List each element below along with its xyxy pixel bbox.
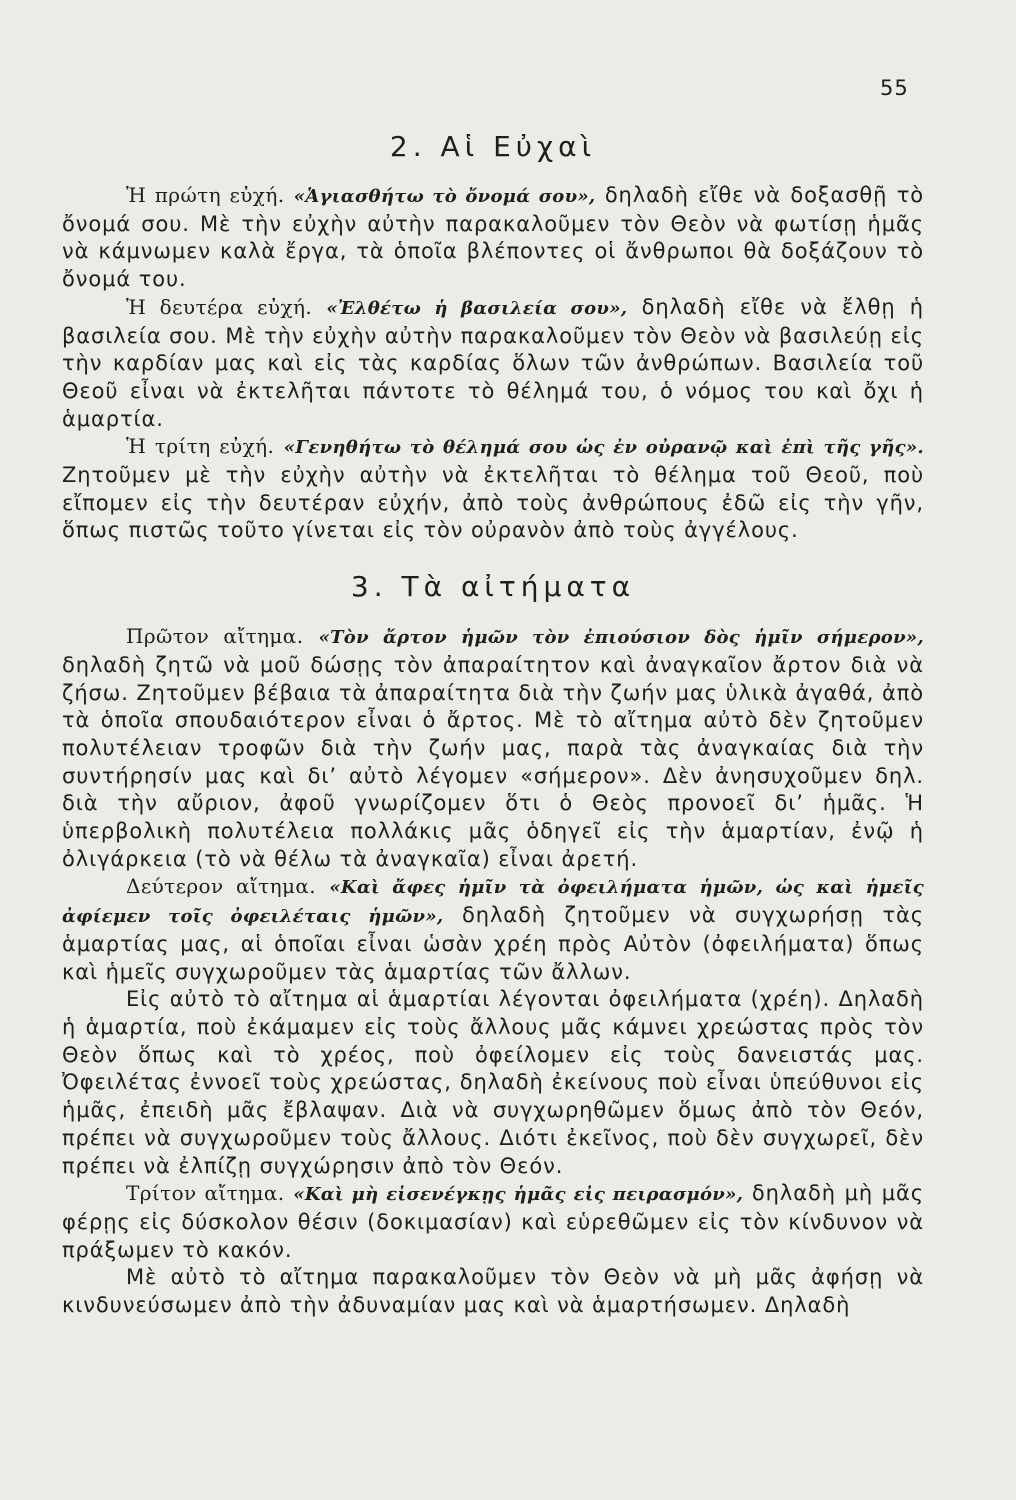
- paragraph-temptation-explanation: [62, 1264, 924, 1319]
- paragraph-lead: Ἡ δευτέρα εὐχή.: [126, 294, 313, 319]
- prayer-quote: «Καὶ ἄφες ἡμῖν τὰ ὀφειλήματα ἡμῶν, ὡς καὶ ἡμεῖς ἀφίεμεν τοῖς ὀφειλέταις ἡμῶν»,: [62, 877, 925, 928]
- prayer-quote: «Ἐλθέτω ἡ βασιλεία σου»,: [326, 297, 628, 319]
- paragraph-lead: Τρίτον αἴτημα.: [126, 1181, 285, 1206]
- paragraph-text: Εἰς αὐτὸ τὸ αἴτημα αἱ ἁμαρτίαι λέγονται ὀφειλήματα (χρέη). Δηλαδὴ ἡ ἁμαρτία, ποὺ ἐκάμαμεν εἰς τοὺς ἄλλους μᾶς κάμνει χρεώστας πρὸς τὸν Θεὸν ὅπως καὶ τὸ χρέος, ποὺ ὀφείλομεν εἰς τοὺς δανειστάς μας. Ὀφειλέτας ἐννοεῖ τοὺς χρεώστας, δηλαδὴ ἐκείνους ποὺ εἶναι ὑπεύθυνοι εἰς ἡμᾶς, ἐπειδὴ μᾶς ἔβλαψαν. Διὰ νὰ συγχωρηθῶμεν ὅμως ἀπὸ τὸν Θεόν, πρέπει νὰ συγχωροῦμεν τοὺς ἄλλους. Διότι ἐκεῖνος, ποὺ δὲν συγχωρεῖ, δὲν πρέπει νὰ ἐλπίζῃ συγχώρησιν ἀπὸ τὸν Θεόν.: [62, 987, 924, 1178]
- paragraph-text: δηλαδὴ ζητῶ νὰ μοῦ δώσῃς τὸν ἀπαραίτητον καὶ ἀναγκαῖον ἄρτον διὰ νὰ ζήσω. Ζητοῦμεν βέβαια τὰ ἀπαραίτητα διὰ τὴν ζωήν μας ὑλικὰ ἀγαθά, ἀπὸ τὰ ὁποῖα σπουδαιότερον εἶναι ὁ ἄρτος. Μὲ τὸ αἴτημα αὐτὸ δὲν ζητοῦμεν πολυτέλειαν τροφῶν διὰ τὴν ζωήν μας, παρὰ τὰς ἀναγκαίας διὰ τὴν συντήρησίν μας καὶ δι’ αὐτὸ λέγομεν «σήμερον». Δὲν ἀνησυχοῦμεν δηλ. διὰ τὴν αὔριον, ἀφοῦ γνωρίζομεν ὅτι ὁ Θεὸς προνοεῖ δι’ ἡμᾶς. Ἡ ὑπερβολικὴ πολυτέλεια πολλάκις μᾶς ὁδηγεῖ εἰς τὴν ἁμαρτίαν, ἐνῷ ἡ ὀλιγάρκεια (τὸ νὰ θέλω τὰ ἀναγκαῖα) εἶναι ἀρετή.: [62, 652, 924, 871]
- paragraph-lead: Δεύτερον αἴτημα.: [126, 874, 317, 899]
- paragraph-text: δηλαδὴ ζητοῦμεν νὰ συγχωρήσῃ τὰς ἁμαρτίας μας, αἱ ὁποῖαι εἶναι ὡσὰν χρέη πρὸς Αὐτὸν (ὀφειλήματα) ὅπως καὶ ἡμεῖς συγχωροῦμεν τὰς ἁμαρτίας τῶν ἄλλων.: [62, 903, 925, 984]
- paragraph-third-prayer: [62, 433, 924, 545]
- page-number: 55: [880, 76, 909, 100]
- paragraph-first-prayer: [62, 182, 924, 294]
- page-content: [62, 126, 924, 1320]
- prayer-quote: «Καὶ μὴ εἰσενέγκῃς ἡμᾶς εἰς πειρασμόν»,: [293, 1184, 744, 1206]
- section-heading-prayers: 2. Αἱ Εὐχαὶ: [389, 130, 597, 163]
- paragraph-text: δηλαδὴ εἴθε νὰ δοξασθῇ τὸ ὄνομά σου. Μὲ τὴν εὐχὴν αὐτὴν παρακαλοῦμεν τὸν Θεὸν νὰ φωτίσῃ ἡμᾶς νὰ κάμνωμεν καλὰ ἔργα, τὰ ὁποῖα βλέποντες οἱ ἄνθρωποι θὰ δοξάζουν τὸ ὄνομά του.: [62, 183, 924, 292]
- paragraph-debts-explanation: [62, 986, 924, 1180]
- paragraph-text: δηλαδὴ μὴ μᾶς φέρῃς εἰς δύσκολον θέσιν (δοκιμασίαν) καὶ εὑρεθῶμεν εἰς τὸν κίνδυνον νὰ πράξωμεν τὸ κακόν.: [62, 1181, 925, 1262]
- paragraph-third-petition: [62, 1180, 924, 1264]
- paragraph-lead: Ἡ πρώτη εὐχή.: [126, 183, 285, 207]
- paragraph-second-prayer: [62, 294, 924, 434]
- paragraph-first-petition: [62, 623, 924, 873]
- paragraph-second-petition: [62, 873, 924, 986]
- prayer-quote: «Γενηθήτω τὸ θέλημά σου ὡς ἐν οὐρανῷ καὶ ἐπὶ τῆς γῆς».: [283, 437, 924, 459]
- paragraph-text: δηλαδὴ εἴθε νὰ ἔλθῃ ἡ βασιλεία σου. Μὲ τὴν εὐχὴν αὐτὴν παρακαλοῦμεν τὸν Θεὸν νὰ βασιλεύῃ εἰς τὴν καρδίαν μας καὶ εἰς τὰς καρδίας ὅλων τῶν ἀνθρώπων. Βασιλεία τοῦ Θεοῦ εἶναι νὰ ἐκτελῆται πάντοτε τὸ θέλημά του, ὁ νόμος του καὶ ὄχι ἡ ἁμαρτία.: [62, 294, 924, 431]
- prayer-quote: «Τὸν ἄρτον ἡμῶν τὸν ἐπιούσιον δὸς ἡμῖν σήμερον»,: [318, 627, 924, 649]
- paragraph-text: Ζητοῦμεν μὲ τὴν εὐχὴν αὐτὴν νὰ ἐκτελῆται τὸ θέλημα τοῦ Θεοῦ, ποὺ εἴπομεν εἰς τὴν δευτέραν εὐχήν, ἀπὸ τοὺς ἀνθρώπους ἐδῶ εἰς τὴν γῆν, ὅπως πιστῶς τοῦτο γίνεται εἰς τὸν οὐρανὸν ἀπὸ τοὺς ἀγγέλους.: [62, 463, 924, 543]
- prayer-quote: «Ἁγιασθήτω τὸ ὄνομά σου»,: [293, 186, 596, 207]
- paragraph-lead: Πρῶτον αἴτημα.: [126, 624, 304, 649]
- paragraph-lead: Ἡ τρίτη εὐχή.: [126, 434, 275, 459]
- paragraph-text: Μὲ αὐτὸ τὸ αἴτημα παρακαλοῦμεν τὸν Θεὸν νὰ μὴ μᾶς ἀφήσῃ νὰ κινδυνεύσωμεν ἀπὸ τὴν ἀδυναμίαν μας καὶ νὰ ἁμαρτήσωμεν. Δηλαδὴ: [62, 1265, 924, 1318]
- section-heading-petitions: 3. Τὰ αἰτήματα: [350, 570, 636, 604]
